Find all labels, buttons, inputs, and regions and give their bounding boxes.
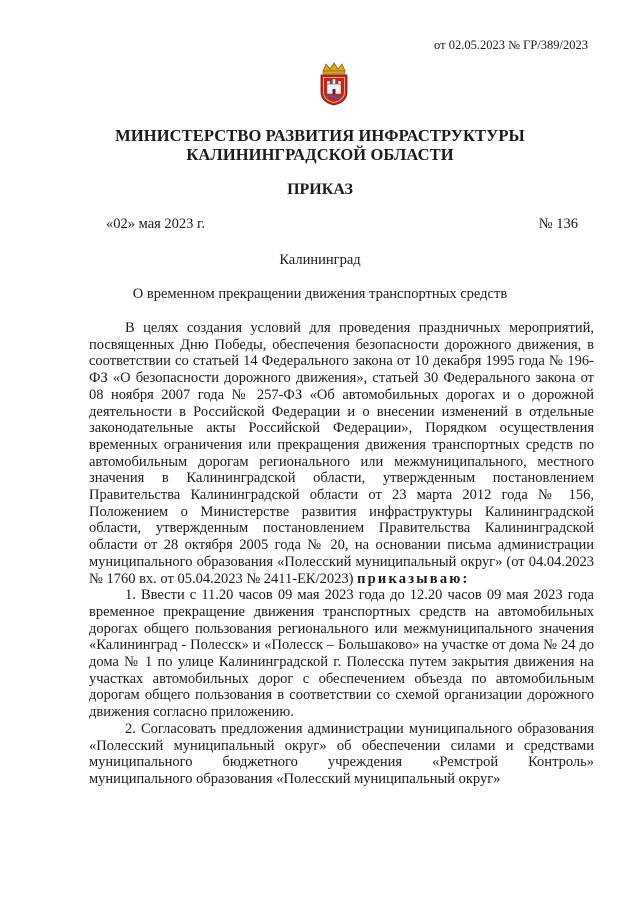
ministry-name-line-2: КАЛИНИНГРАДСКОЙ ОБЛАСТИ <box>186 145 454 164</box>
order-number: № 136 <box>538 216 578 232</box>
order-title: ПРИКАЗ <box>287 181 353 198</box>
preamble-text: В целях создания условий для проведения праздничных мероприятий, посвященных Дню Победы, обеспечения безопасности дорожного движения, в соответствии со статьей 14 Федерального закона от 10 декабря 1995 года № 196-ФЗ «О безопасности дорожного движения», статьей 30 Федерального закона от 08 ноября 2007 года № 257-ФЗ «Об автомобильных дорогах и о дорожной деятельности в Российской Федерации и о внесении изменений в отдельные законодательные акты Российской Федерации», Порядком осуществления временных ограничения или прекращения движения транспортных средств по автомобильным дорогам регионального или межмуниципального, местного значения в Калининградской области, утвержденным постановлением Правительства Калининградской области от 23 марта 2012 года № 156, Положением о Министерстве развития инфраструктуры Калининградской области, утвержденным постановлением Правительства Калининградской области от 28 октября 2005 года № 20, на основании письма администрации муниципального образования «Полесский муниципальный округ» (от 04.04.2023 № 1760 вх. от 05.04.2023 № 2411-ЕК/2023) <box>89 320 594 587</box>
order-word: приказываю: <box>357 570 470 587</box>
order-date: «02» мая 2023 г. <box>106 216 205 232</box>
order-body <box>89 320 594 788</box>
item-2-paragraph: 2. Согласовать предложения администрации муниципального образования «Полесский муниципальный округ» об обеспечении силами и средствами муниципального бюджетного учреждения «Ремстрой Контроль» муниципального образования «Полесский муниципальный округ» <box>89 720 594 787</box>
preamble-paragraph <box>89 320 594 587</box>
city-name: Калининград <box>279 252 361 268</box>
order-subject: О временном прекращении движения транспортных средств <box>132 286 508 302</box>
registration-number: от 02.05.2023 № ГР/389/2023 <box>434 38 588 52</box>
ministry-name <box>0 126 640 164</box>
kaliningrad-coat-of-arms-icon <box>318 62 350 106</box>
item-1-paragraph: 1. Ввести с 11.20 часов 09 мая 2023 года до 12.20 часов 09 мая 2023 года временное прекращение движения транспортных средств на автомобильных дорогах общего пользования регионального или межмуниципального значения «Калининград - Полесск» и «Полесск – Большаково» на участке от дома № 24 до дома № 1 по улице Калининградской г. Полесска путем закрытия движения на участках автомобильных дорог с обеспечением объезда по автомобильным дорогам общего пользования в соответствии со схемой организации дорожного движения согласно приложению. <box>89 587 594 721</box>
ministry-name-line-1: МИНИСТЕРСТВО РАЗВИТИЯ ИНФРАСТРУКТУРЫ <box>115 126 525 145</box>
